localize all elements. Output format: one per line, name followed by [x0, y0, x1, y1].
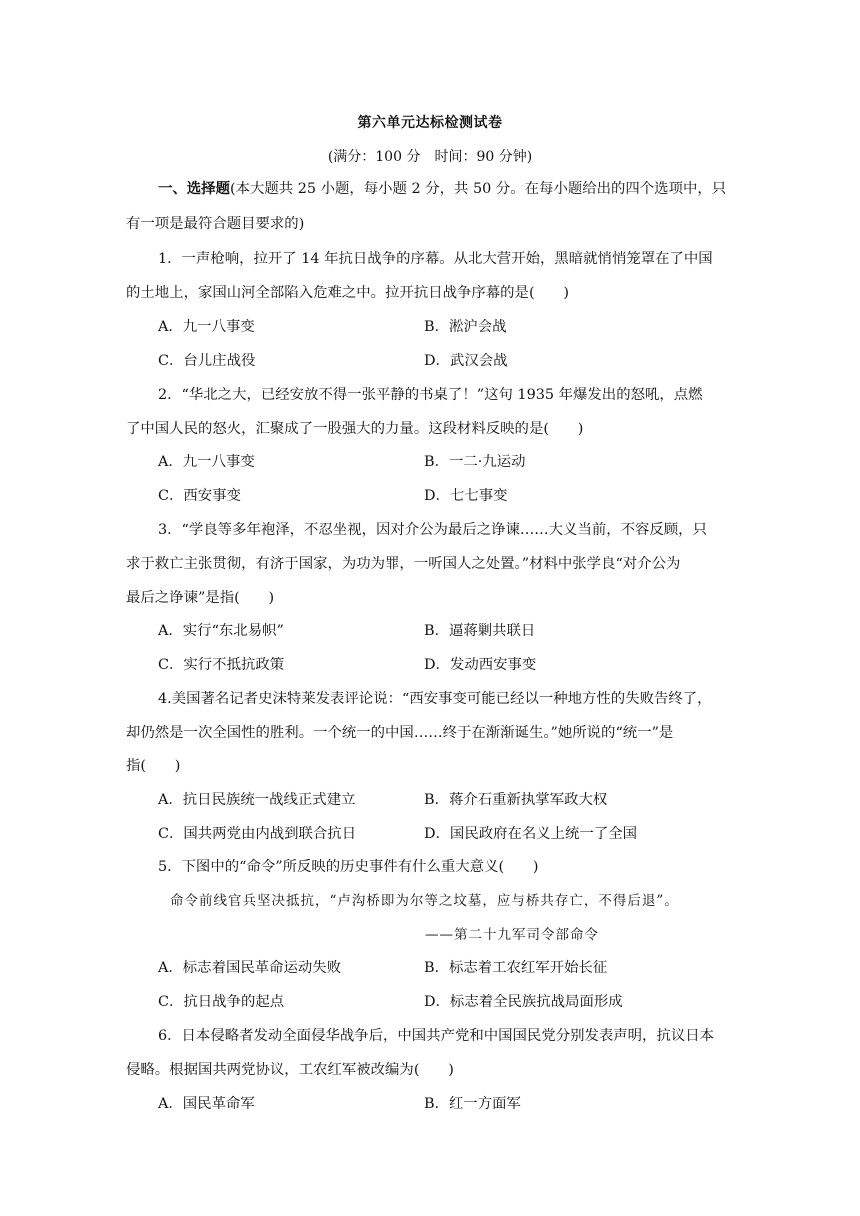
question-1-text: 的土地上，家国山河全部陷入危难之中。拉开抗日战争序幕的是( ): [126, 285, 569, 301]
option-a: A．实行“东北易帜”: [158, 623, 284, 639]
question-3-text: 求于救亡主张贯彻，有济于国家，为功为罪，一听国人之处置。”材料中张学良“对介公为: [126, 556, 681, 572]
question-2-text: 2．“华北之大，已经安放不得一张平静的书桌了！”这句 1935 年爆发出的怒吼，点燃: [158, 387, 703, 403]
option-c: C．实行不抵抗政策: [158, 657, 285, 673]
question-4-text: 4.美国著名记者史沫特莱发表评论说：“西安事变可能已经以一种地方性的失败告终了，: [158, 691, 712, 707]
option-c: C．西安事变: [158, 488, 241, 504]
question-2-text: 了中国人民的怒火，汇聚成了一股强大的力量。这段材料反映的是( ): [126, 421, 584, 437]
question-5-text: 5．下图中的“命令”所反映的历史事件有什么重大意义( ): [158, 859, 539, 875]
option-d: D．国民政府在名义上统一了全国: [424, 826, 638, 842]
option-d: D．标志着全民族抗战局面形成: [424, 994, 623, 1010]
option-d: D．武汉会战: [424, 353, 508, 369]
option-b: B．标志着工农红军开始长征: [424, 960, 608, 976]
question-3-text: 3．“学良等多年袍泽，不忍坐视，因对介公为最后之诤谏……大义当前，不容反顾，只: [158, 522, 707, 538]
page-title: 第六单元达标检测试卷: [357, 115, 503, 131]
option-b: B．逼蒋剿共联日: [424, 623, 536, 639]
question-4-text: 却仍然是一次全国性的胜利。一个统一的中国……终于在渐渐诞生。”她所说的“统一”是: [126, 725, 674, 741]
question-6-text: 6．日本侵略者发动全面侵华战争后，中国共产党和中国国民党分别发表声明，抗议日本: [158, 1028, 715, 1044]
quote-text: 命令前线官兵坚决抵抗，“卢沟桥即为尔等之坟墓，应与桥共存亡，不得后退”。: [170, 893, 679, 909]
quote-source: ——第二十九军司令部命令: [425, 927, 599, 943]
question-4-text: 指( ): [126, 758, 181, 774]
option-a: A．九一八事变: [158, 319, 255, 335]
option-b: B．一二·九运动: [424, 454, 526, 470]
option-d: D．七七事变: [424, 488, 508, 504]
option-d: D．发动西安事变: [424, 657, 537, 673]
option-a: A．国民革命军: [158, 1096, 255, 1112]
option-c: C．国共两党由内战到联合抗日: [158, 826, 357, 842]
question-1-text: 1．一声枪响，拉开了 14 年抗日战争的序幕。从北大营开始，黑暗就悄悄笼罩在了中国: [158, 251, 713, 267]
section-intro-text: (本大题共 25 小题，每小题 2 分，共 50 分。在每小题给出的四个选项中，只: [229, 181, 727, 197]
section-intro-line: [158, 179, 768, 199]
option-b: B．蒋介石重新执掌军政大权: [424, 792, 608, 808]
section-heading: 一、选择题: [158, 181, 230, 197]
option-a: A．九一八事变: [158, 454, 255, 470]
option-a: A．标志着国民革命运动失败: [158, 960, 342, 976]
option-b: B．红一方面军: [424, 1096, 521, 1112]
question-6-text: 侵略。根据国共两党协议，工农红军被改编为( ): [126, 1062, 454, 1078]
section-intro-line: 有一项是最符合题目要求的): [126, 216, 305, 232]
option-a: A．抗日民族统一战线正式建立: [158, 792, 356, 808]
option-b: B．淞沪会战: [424, 319, 507, 335]
option-c: C．抗日战争的起点: [158, 994, 285, 1010]
option-c: C．台儿庄战役: [158, 353, 256, 369]
page-subtitle: (满分：100 分 时间：90 分钟): [327, 149, 533, 165]
question-3-text: 最后之诤谏”是指( ): [126, 590, 275, 606]
